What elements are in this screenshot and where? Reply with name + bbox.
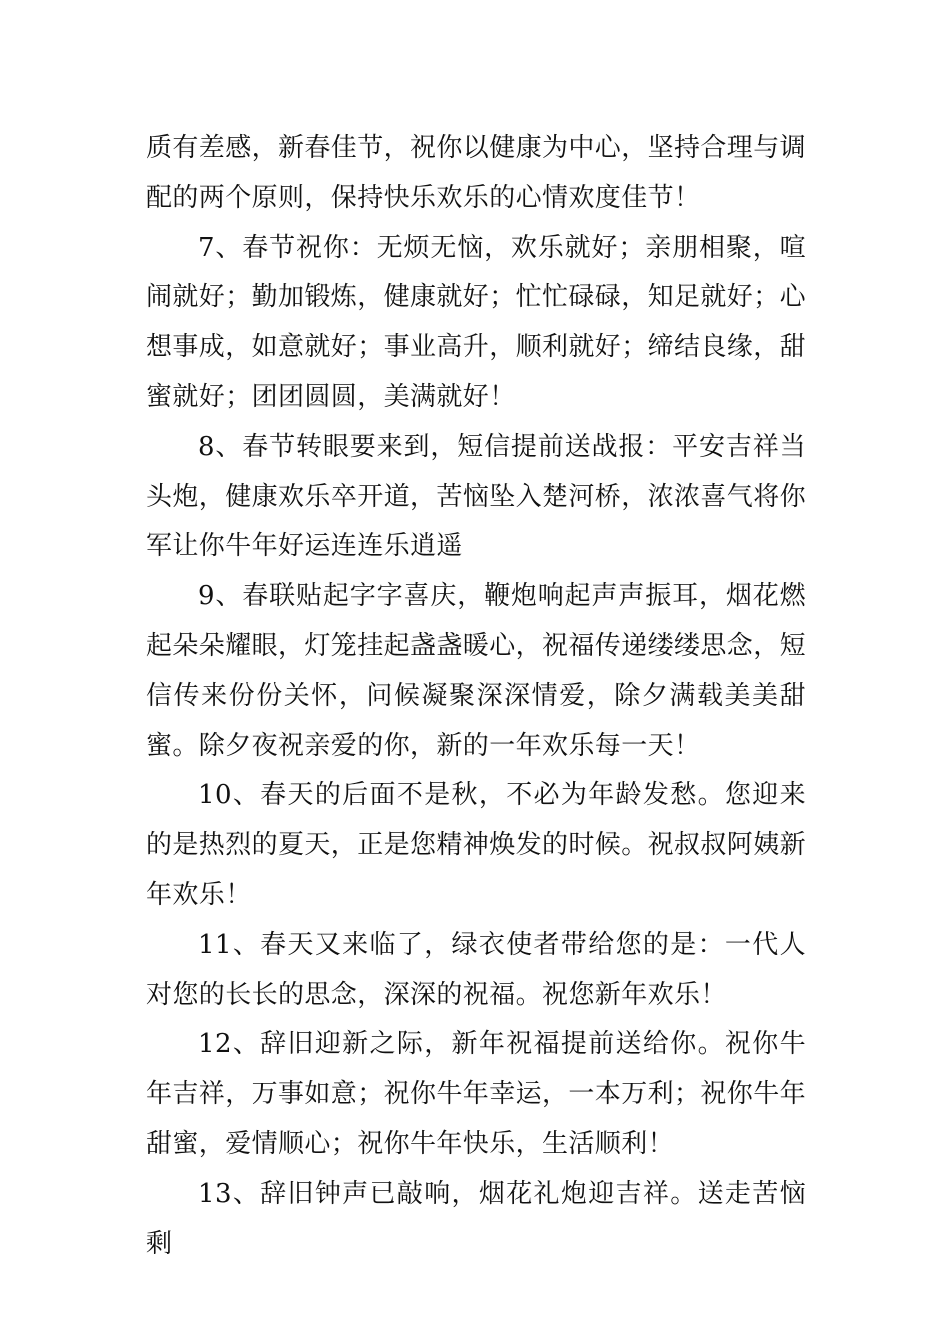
paragraph-10: 10、春天的后面不是秋，不必为年龄发愁。您迎来的是热烈的夏天，正是您精神焕发的时候。祝叔叔阿姨新年欢乐！ — [146, 780, 807, 910]
paragraph-11: 11、春天又来临了，绿衣使者带给您的是：一代人对您的长长的思念，深深的祝福。祝您新年欢乐！ — [146, 929, 806, 1010]
paragraph-9: 9、春联贴起字字喜庆，鞭炮响起声声振耳，烟花燃起朵朵耀眼，灯笼挂起盏盏暖心，祝福传递缕缕思念，短信传来份份关怀，问候凝聚深深情爱，除夕满载美美甜蜜。除夕夜祝亲爱的你，新的一年欢乐每一天！ — [146, 581, 807, 761]
paragraph-12: 12、辞旧迎新之际，新年祝福提前送给你。祝你牛年吉祥，万事如意；祝你牛年幸运，一本万利；祝你牛年甜蜜，爱情顺心；祝你牛年快乐，生活顺利！ — [146, 1029, 807, 1159]
paragraph-8: 8、春节转眼要来到，短信提前送战报：平安吉祥当头炮，健康欢乐卒开道，苦恼坠入楚河桥，浓浓喜气将你军让你牛年好运连连乐逍遥 — [146, 431, 807, 562]
document-body — [146, 124, 806, 1269]
paragraph-13: 13、辞旧钟声已敲响，烟花礼炮迎吉祥。送走苦恼剩 — [146, 1178, 806, 1259]
paragraph-continuation: 质有差感，新春佳节，祝你以健康为中心，坚持合理与调配的两个原则，保持快乐欢乐的心情欢度佳节！ — [146, 133, 807, 213]
paragraph-7: 7、春节祝你：无烦无恼，欢乐就好；亲朋相聚，喧闹就好；勤加锻炼，健康就好；忙忙碌碌，知足就好；心想事成，如意就好；事业高升，顺利就好；缔结良缘，甜蜜就好；团团圆圆，美满就好！ — [146, 232, 807, 412]
